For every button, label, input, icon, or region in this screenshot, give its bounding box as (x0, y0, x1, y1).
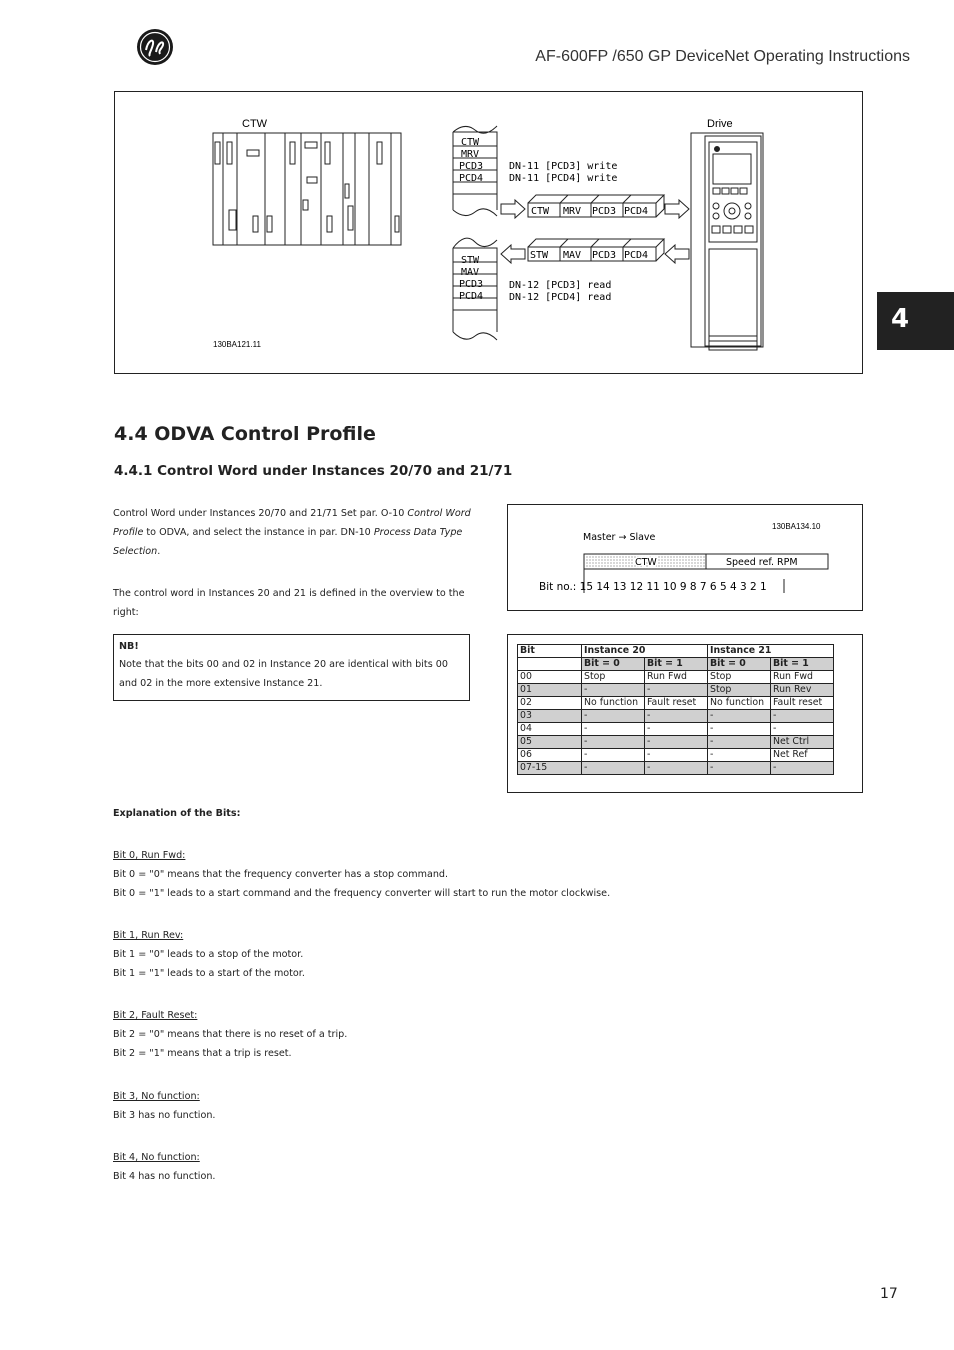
plc-rack-illustration (213, 133, 401, 245)
speed-field-label: Speed ref. RPM (726, 557, 798, 568)
th-i20-bit0: Bit = 0 (582, 658, 645, 671)
stack-bottom-pcd4: PCD4 (459, 291, 484, 302)
stack-top-mrv: MRV (461, 149, 480, 160)
read-box-mav: MAV (563, 250, 582, 261)
table-row: 06 - - - Net Ref (518, 749, 834, 762)
bit3-block: Bit 3, No function: Bit 3 has no function. (113, 1087, 215, 1125)
ctw-field-label: CTW (635, 557, 657, 568)
write-box-pcd4: PCD4 (624, 206, 649, 217)
read-line-pcd4: DN-12 [PCD4] read (509, 292, 612, 303)
control-word-table (517, 644, 834, 775)
th-i21-bit1: Bit = 1 (771, 658, 834, 671)
ctw-label: CTW (242, 118, 268, 130)
stack-top-pcd3: PCD3 (459, 161, 484, 172)
write-line-pcd4: DN-11 [PCD4] write (509, 173, 618, 184)
th-instance-20: Instance 20 (582, 645, 708, 658)
read-box-pcd3: PCD3 (592, 250, 617, 261)
ge-logo (136, 28, 174, 66)
write-box-ctw: CTW (531, 206, 550, 217)
table-row: 03 - - - - (518, 710, 834, 723)
table-row: 05 - - - Net Ctrl (518, 736, 834, 749)
subsection-title: 4.4.1 Control Word under Instances 20/70 and 21/71 (114, 463, 513, 479)
table-row: 00 Stop Run Fwd Stop Run Fwd (518, 671, 834, 684)
bit0-block: Bit 0, Run Fwd: Bit 0 = "0" means that the frequency converter has a stop command. Bit 0 = "1" leads to a start command and the frequency converter will start to run the motor clockwise. (113, 846, 610, 903)
bit1-heading: Bit 1, Run Rev: (113, 930, 184, 941)
master-slave-label: Master → Slave (583, 532, 656, 543)
bit3-heading: Bit 3, No function: (113, 1091, 200, 1102)
chapter-tab: 4 (877, 292, 954, 350)
table-row: 02 No function Fault reset No function Fault reset (518, 697, 834, 710)
overview-paragraph: The control word in Instances 20 and 21 is defined in the overview to the right: (113, 588, 465, 618)
read-line-pcd3: DN-12 [PCD3] read (509, 280, 612, 291)
th-i21-bit0: Bit = 0 (708, 658, 771, 671)
write-box-pcd3: PCD3 (592, 206, 617, 217)
control-word-figure (507, 504, 863, 611)
table-row: 01 - - Stop Run Rev (518, 684, 834, 697)
stack-bottom-stw: STW (461, 255, 480, 266)
bit1-block: Bit 1, Run Rev: Bit 1 = "0" leads to a stop of the motor. Bit 1 = "1" leads to a start of the motor. (113, 926, 305, 983)
read-box-stw: STW (530, 250, 549, 261)
th-instance-21: Instance 21 (708, 645, 834, 658)
bit4-block: Bit 4, No function: Bit 4 has no function. (113, 1148, 215, 1186)
intro-paragraph: Control Word under Instances 20/70 and 21/71 Set par. O-10 Control Word Profile to ODVA, and select the instance in par. DN-10 Process Data Type Selection. (113, 508, 471, 557)
bit2-heading: Bit 2, Fault Reset: (113, 1010, 198, 1021)
control-word-table-box (507, 634, 863, 793)
bit-numbers: Bit no.: 15 14 13 12 11 10 9 8 7 6 5 4 3 2 1 (539, 581, 767, 593)
section-title: 4.4 ODVA Control Profile (114, 423, 376, 445)
explanation-title: Explanation of the Bits: (113, 808, 241, 819)
header-title: AF-600FP /650 GP DeviceNet Operating Instructions (535, 48, 910, 65)
write-line-pcd3: DN-11 [PCD3] write (509, 161, 618, 172)
drive-illustration (691, 133, 763, 350)
note-text: Note that the bits 00 and 02 in Instance 20 are identical with bits 00 and 02 in the more extensive Instance 21. (119, 659, 448, 689)
bit2-block: Bit 2, Fault Reset: Bit 2 = "0" means that there is no reset of a trip. Bit 2 = "1" means that a trip is reset. (113, 1006, 347, 1063)
th-bit: Bit (518, 645, 582, 658)
note-box (113, 634, 470, 701)
write-box-mrv: MRV (563, 206, 582, 217)
figure1-id: 130BA121.11 (213, 340, 261, 349)
table-row: 07-15 - - - - (518, 762, 834, 775)
stack-bottom-mav: MAV (461, 267, 480, 278)
stack-bottom-pcd3: PCD3 (459, 279, 484, 290)
th-i20-bit1: Bit = 1 (645, 658, 708, 671)
bit0-heading: Bit 0, Run Fwd: (113, 850, 186, 861)
bit4-heading: Bit 4, No function: (113, 1152, 200, 1163)
note-title: NB! (119, 641, 139, 652)
drive-label: Drive (707, 118, 733, 130)
table-row: 04 - - - - (518, 723, 834, 736)
figure2-id: 130BA134.10 (772, 522, 821, 531)
stack-top-pcd4: PCD4 (459, 173, 484, 184)
data-flow-figure (114, 91, 863, 374)
read-box-pcd4: PCD4 (624, 250, 649, 261)
page-number: 17 (880, 1286, 898, 1302)
stack-top-ctw: CTW (461, 137, 480, 148)
